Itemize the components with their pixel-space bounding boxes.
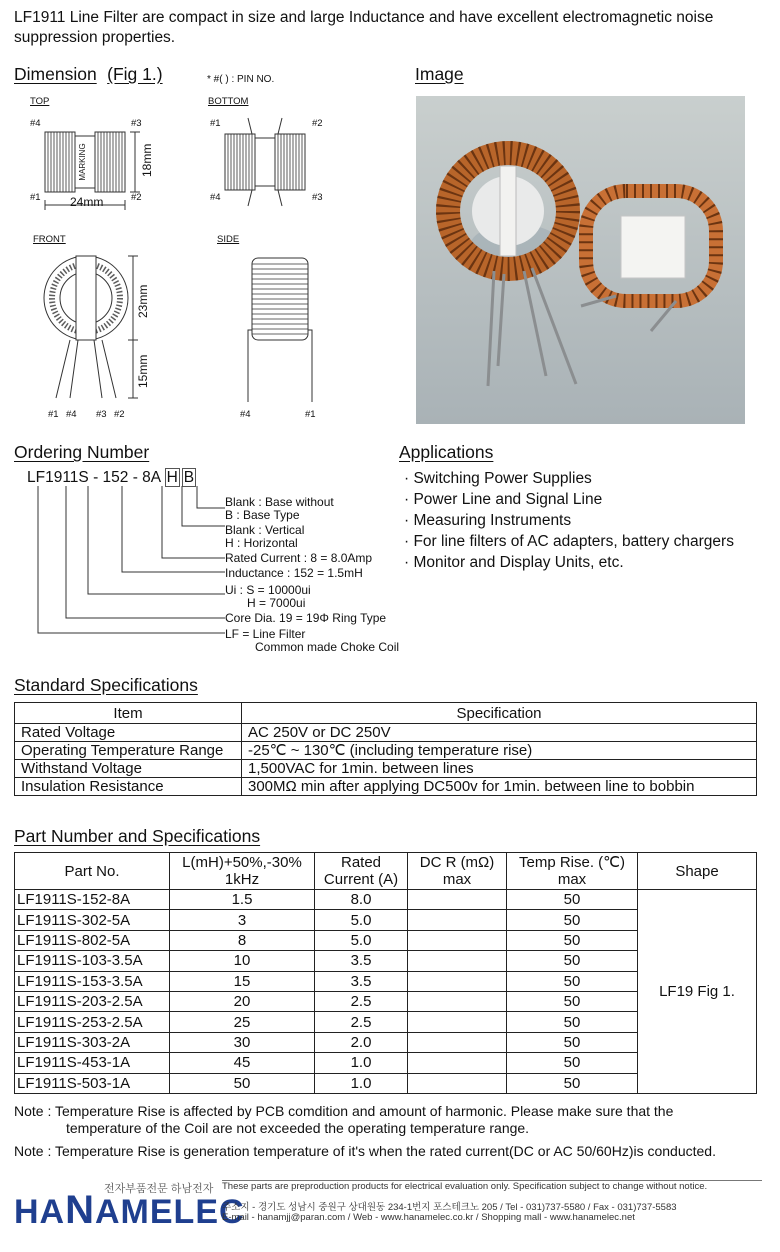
side-pin-1: #1 <box>305 409 316 420</box>
footer-address: 주소지 - 경기도 성남시 중원구 상대원동 234-1번지 포스테크노 205 / Tel - 031)737-5580 / Fax - 031)737-5583 <box>222 1202 677 1213</box>
part-no: LF1911S-303-2A <box>15 1032 170 1052</box>
product-photo <box>416 96 745 424</box>
part-no: LF1911S-203-2.5A <box>15 991 170 1011</box>
order-label-2: Blank : Vertical <box>225 523 305 537</box>
order-label-orient <box>225 524 304 550</box>
part-temp-rise: 50 <box>507 951 638 971</box>
part-current: 3.5 <box>315 951 408 971</box>
parts-header-dcr2: max <box>442 871 472 888</box>
part-temp-rise: 50 <box>507 1053 638 1073</box>
footer-disclaimer: These parts are preproduction products for electrical evaluation only. Specification subject to change without notice. <box>222 1181 708 1192</box>
table-row <box>15 890 757 910</box>
part-temp-rise: 50 <box>507 1073 638 1093</box>
dim-24mm: 24mm <box>70 195 104 209</box>
order-label-1: B : Base Type <box>225 508 300 522</box>
standard-spec-table <box>14 702 757 796</box>
top-pin-4: #4 <box>30 118 41 129</box>
order-label-4: Rated Current : 8 = 8.0Amp <box>225 551 373 565</box>
part-no: LF1911S-802-5A <box>15 930 170 950</box>
parts-header-l1: L(mH)+50%,-30% <box>182 854 302 871</box>
note-1-line-a: Note : Temperature Rise is affected by PCB comdition and amount of harmonic. Please make sure that the <box>14 1103 674 1119</box>
order-label-6: Ui : S = 10000ui <box>225 583 311 597</box>
top-pin-2: #2 <box>131 192 142 203</box>
applications-list <box>404 468 734 573</box>
side-view-drawing <box>240 250 320 410</box>
part-temp-rise: 50 <box>507 991 638 1011</box>
top-label: TOP <box>30 96 50 107</box>
part-inductance: 1.5 <box>170 890 315 910</box>
parts-header-tr1: Temp Rise. (℃) <box>518 854 626 871</box>
part-no: LF1911S-503-1A <box>15 1073 170 1093</box>
bottom-pin-4: #4 <box>210 192 221 203</box>
dimension-heading <box>14 64 163 85</box>
part-inductance: 50 <box>170 1073 315 1093</box>
parts-header-tr <box>507 853 638 890</box>
order-label-5: Inductance : 152 = 1.5mH <box>225 566 363 580</box>
part-inductance: 15 <box>170 971 315 991</box>
parts-header-rc2: Current (A) <box>323 871 399 888</box>
part-no: LF1911S-152-8A <box>15 890 170 910</box>
logo-n: N <box>65 1188 95 1232</box>
order-label-0: Blank : Base without <box>225 495 334 509</box>
part-dcr <box>408 1032 507 1052</box>
order-label-base <box>225 496 334 522</box>
table-row <box>15 724 757 742</box>
part-inductance: 10 <box>170 951 315 971</box>
part-dcr <box>408 951 507 971</box>
logo-amelec: AMELEC <box>95 1193 245 1231</box>
part-shape: LF19 Fig 1. <box>638 890 757 1094</box>
application-item: · For line filters of AC adapters, battery chargers <box>404 533 734 550</box>
table-row <box>15 760 757 778</box>
part-temp-rise: 50 <box>507 910 638 930</box>
bottom-pin-1: #1 <box>210 118 221 129</box>
parts-header-rc1: Rated <box>340 854 382 871</box>
parts-header-tr2: max <box>557 871 587 888</box>
part-temp-rise: 50 <box>507 930 638 950</box>
bottom-label: BOTTOM <box>208 96 249 107</box>
application-item: · Power Line and Signal Line <box>404 491 603 508</box>
pin-note: * #( ) : PIN NO. <box>207 74 275 85</box>
dim-18mm: 18mm <box>140 143 154 177</box>
parts-header-rc <box>315 853 408 890</box>
part-current: 1.0 <box>315 1053 408 1073</box>
dim-15mm: 15mm <box>136 354 150 388</box>
part-inductance: 3 <box>170 910 315 930</box>
ordering-leader-lines <box>30 486 230 638</box>
part-current: 5.0 <box>315 910 408 930</box>
part-current: 3.5 <box>315 971 408 991</box>
order-label-9: LF = Line Filter <box>225 627 306 641</box>
ordering-code <box>27 469 196 487</box>
ordering-title: Ordering Number <box>14 442 150 462</box>
dimension-title: Dimension <box>14 64 97 84</box>
part-dcr <box>408 1073 507 1093</box>
ordering-code-main: LF1911S - 152 - 8A <box>27 469 165 486</box>
intro-text: LF1911 Line Filter are compact in size and large Inductance and have excellent electromagnetic noise suppression properties. <box>14 9 714 46</box>
part-no: LF1911S-453-1A <box>15 1053 170 1073</box>
front-label: FRONT <box>33 234 66 245</box>
dimension-fig: (Fig 1.) <box>107 64 163 84</box>
company-logo <box>14 1190 245 1232</box>
part-dcr <box>408 971 507 991</box>
part-dcr <box>408 930 507 950</box>
part-dcr <box>408 890 507 910</box>
front-pin-4: #4 <box>66 409 77 420</box>
part-inductance: 20 <box>170 991 315 1011</box>
spec-value: -25℃ ~ 130℃ (including temperature rise) <box>242 742 757 760</box>
note-2: Note : Temperature Rise is generation temperature of it's when the rated current(DC or AC 50/60Hz)is conducted. <box>14 1143 716 1159</box>
part-current: 2.0 <box>315 1032 408 1052</box>
front-pin-1: #1 <box>48 409 59 420</box>
applications-title: Applications <box>399 442 494 462</box>
order-label-7: H = 7000ui <box>247 596 306 610</box>
part-inductance: 30 <box>170 1032 315 1052</box>
standard-title: Standard Specifications <box>14 675 198 695</box>
bottom-view-drawing <box>210 110 320 215</box>
bottom-pin-3: #3 <box>312 192 323 203</box>
dim-23mm: 23mm <box>136 284 150 318</box>
part-no: LF1911S-253-2.5A <box>15 1012 170 1032</box>
part-temp-rise: 50 <box>507 971 638 991</box>
note-1 <box>14 1103 774 1137</box>
table-row <box>15 742 757 760</box>
table-row <box>15 778 757 796</box>
parts-header-part: Part No. <box>15 853 170 890</box>
part-no: LF1911S-103-3.5A <box>15 951 170 971</box>
part-inductance: 45 <box>170 1053 315 1073</box>
standard-header-row <box>15 703 757 724</box>
standard-header-spec: Specification <box>242 703 757 724</box>
parts-header-l <box>170 853 315 890</box>
footer-contact: E-mail - hanamjj@paran.com / Web - www.hanamelec.co.kr / Shopping mall - www.hanamelec.net <box>222 1212 635 1223</box>
part-current: 1.0 <box>315 1073 408 1093</box>
part-no: LF1911S-153-3.5A <box>15 971 170 991</box>
part-dcr <box>408 1012 507 1032</box>
top-pin-1: #1 <box>30 192 41 203</box>
standard-header-item: Item <box>15 703 242 724</box>
application-item: · Switching Power Supplies <box>404 470 592 487</box>
spec-item: Operating Temperature Range <box>15 742 242 760</box>
side-pin-4: #4 <box>240 409 251 420</box>
logo-ha: HA <box>14 1193 66 1231</box>
application-item: · Monitor and Display Units, etc. <box>404 554 624 571</box>
part-inductance: 25 <box>170 1012 315 1032</box>
spec-item: Insulation Resistance <box>15 778 242 796</box>
parts-header-dcr1: DC R (mΩ) <box>419 854 495 871</box>
front-pin-2: #2 <box>114 409 125 420</box>
part-current: 8.0 <box>315 890 408 910</box>
spec-value: 300MΩ min after applying DC500v for 1min. between line to bobbin <box>242 778 757 796</box>
parts-title: Part Number and Specifications <box>14 826 261 846</box>
part-temp-rise: 50 <box>507 1032 638 1052</box>
parts-header-shape: Shape <box>638 853 757 890</box>
part-no: LF1911S-302-5A <box>15 910 170 930</box>
order-label-ui <box>225 584 311 610</box>
top-pin-3: #3 <box>131 118 142 129</box>
parts-header-l2: 1kHz <box>224 871 260 888</box>
parts-header-row <box>15 853 757 890</box>
order-label-8: Core Dia. 19 = 19Φ Ring Type <box>225 611 387 625</box>
part-current: 2.5 <box>315 991 408 1011</box>
part-temp-rise: 50 <box>507 1012 638 1032</box>
parts-table <box>14 852 757 1094</box>
spec-item: Rated Voltage <box>15 724 242 742</box>
spec-item: Withstand Voltage <box>15 760 242 778</box>
image-title: Image <box>415 64 464 84</box>
side-label: SIDE <box>217 234 240 245</box>
order-label-10: Common made Choke Coil <box>255 640 400 654</box>
order-label-lf <box>225 628 399 654</box>
ordering-code-h: H <box>166 469 178 486</box>
part-temp-rise: 50 <box>507 890 638 910</box>
part-current: 5.0 <box>315 930 408 950</box>
part-current: 2.5 <box>315 1012 408 1032</box>
part-inductance: 8 <box>170 930 315 950</box>
bottom-pin-2: #2 <box>312 118 323 129</box>
marking-text: MARKING <box>78 143 87 181</box>
part-dcr <box>408 991 507 1011</box>
application-item: · Measuring Instruments <box>404 512 572 529</box>
note-1-line-b: temperature of the Coil are not exceeded the operating temperature range. <box>66 1120 530 1136</box>
korean-brand: 전자부품전문 하남전자 <box>104 1183 214 1195</box>
part-dcr <box>408 910 507 930</box>
ordering-code-b: B <box>183 469 195 486</box>
part-dcr <box>408 1053 507 1073</box>
spec-value: AC 250V or DC 250V <box>242 724 757 742</box>
order-label-3: H : Horizontal <box>225 536 298 550</box>
parts-header-dcr <box>408 853 507 890</box>
spec-value: 1,500VAC for 1min. between lines <box>242 760 757 778</box>
front-pin-3: #3 <box>96 409 107 420</box>
